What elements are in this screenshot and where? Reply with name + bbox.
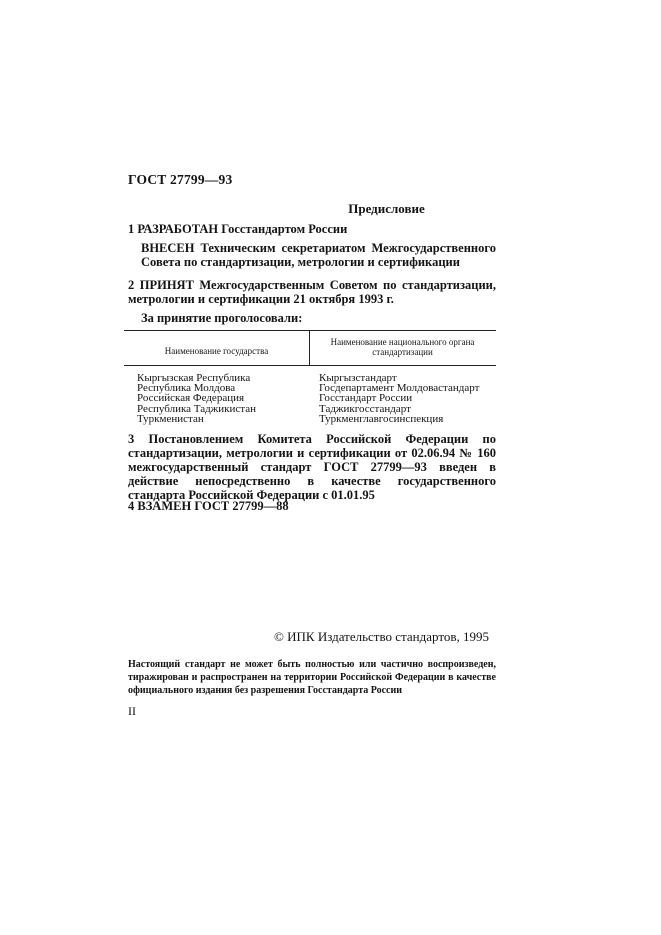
- table-header-rule: [124, 365, 496, 366]
- preface-title: Предисловие: [348, 201, 425, 216]
- reproduction-notice: Настоящий стандарт не может быть полностью или частично воспроизведен, тиражирован и распространен на территории Российской Федерации в качестве официального издания без разрешения Госстандарта России: [128, 659, 496, 696]
- table-cell-body: Таджикгосстандарт: [319, 402, 411, 415]
- table-cell-state: Республика Таджикистан: [137, 402, 256, 415]
- table-column-bodies: [319, 373, 479, 424]
- table-cell-state: Республика Молдова: [137, 382, 236, 395]
- table-cell-body: Госстандарт России: [319, 392, 413, 405]
- copyright-line: © ИПК Издательство стандартов, 1995: [274, 629, 489, 644]
- table-cell-state: Российская Федерация: [137, 392, 245, 405]
- table-cell-state: Кыргызская Республика: [137, 372, 251, 384]
- document-code: ГОСТ 27799—93: [128, 172, 233, 187]
- page-number: II: [128, 704, 136, 718]
- item-3-resolution: 3 Постановлением Комитета Российской Федерации по стандартизации, метрологии и сертификации от 02.06.94 № 160 межгосударственный стандарт ГОСТ 27799—93 введен в действие непосредственно в качестве государственного стандарта Российской Федерации с 01.01.95: [128, 432, 496, 502]
- item-1-developed: 1 РАЗРАБОТАН Госстандартом России: [128, 222, 348, 236]
- voted-label: За принятие проголосовали:: [141, 311, 303, 325]
- item-2-adopted: 2 ПРИНЯТ Межгосударственным Советом по стандартизации, метрологии и сертификации 21 октября 1993 г.: [128, 278, 496, 306]
- table-cell-body: Госдепартамент Молдовастандарт: [319, 382, 480, 395]
- table-header-state: Наименование государства: [164, 346, 269, 356]
- item-1-introduced: ВНЕСЕН Техническим секретариатом Межгосударственного Совета по стандартизации, метрологии и сертификации: [141, 241, 496, 269]
- table-cell-body: Туркменглавгосинспекция: [319, 412, 444, 425]
- table-top-rule: [124, 330, 496, 331]
- table-cell-body: Кыргызстандарт: [319, 372, 397, 384]
- item-4-replaces: 4 ВЗАМЕН ГОСТ 27799—88: [128, 499, 289, 513]
- table-column-states: [137, 373, 256, 424]
- table-cell-state: Туркменистан: [137, 412, 204, 425]
- table-header-body: Наименование национального органа стандартизации: [330, 337, 475, 357]
